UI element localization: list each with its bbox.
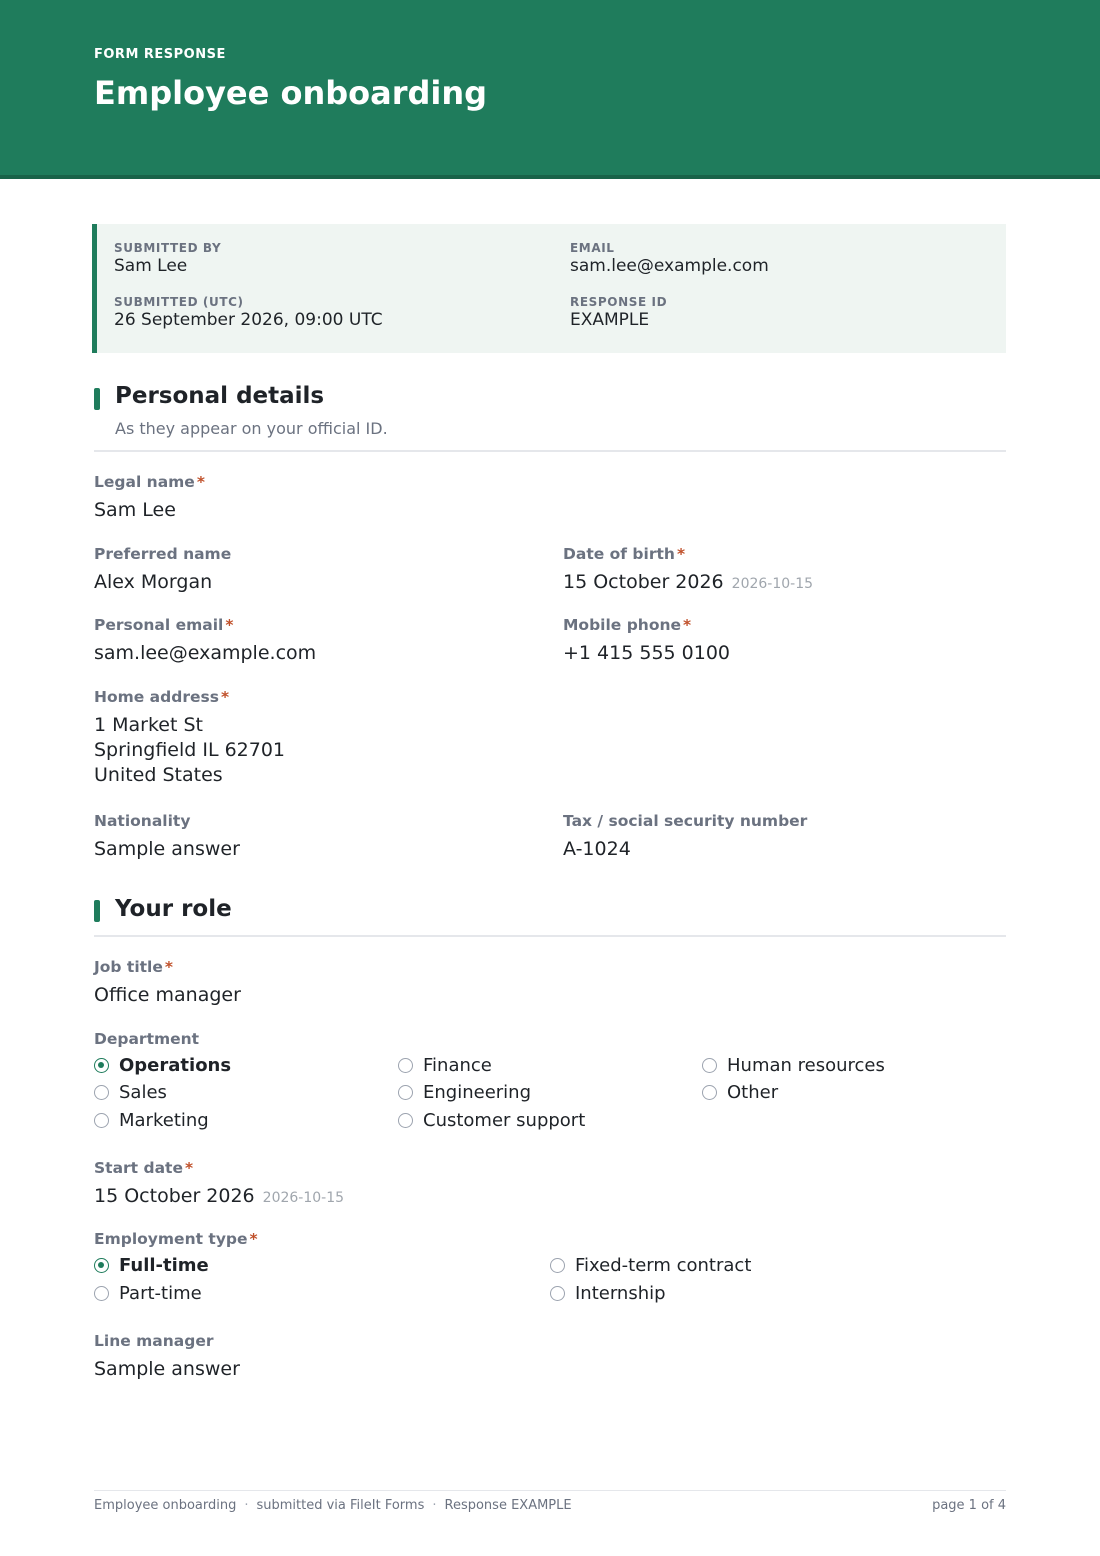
footer-form-name: Employee onboarding xyxy=(94,1498,237,1513)
radio-empty-icon xyxy=(550,1286,565,1301)
meta-value: sam.lee@example.com xyxy=(570,256,769,276)
employment-option-part-time: Part-time xyxy=(94,1283,202,1305)
field-label: Mobile phone * xyxy=(563,616,692,634)
meta-label: RESPONSE ID xyxy=(570,295,668,309)
field-label: Nationality xyxy=(94,812,191,830)
radio-empty-icon xyxy=(550,1258,565,1273)
field-value: 15 October 2026 2026-10-15 xyxy=(563,571,814,593)
iso-date: 2026-10-15 xyxy=(262,1190,345,1206)
department-option-finance: Finance xyxy=(398,1055,492,1077)
radio-empty-icon xyxy=(702,1085,717,1100)
field-preferred-name xyxy=(94,544,231,595)
field-label: Date of birth * xyxy=(563,545,686,563)
required-marker: * xyxy=(249,1230,258,1248)
footer-response: Response EXAMPLE xyxy=(444,1498,572,1513)
field-value: Sam Lee xyxy=(94,499,176,521)
meta-label: SUBMITTED BY xyxy=(114,241,222,255)
meta-value: 26 September 2026, 09:00 UTC xyxy=(114,310,383,330)
department-option-human-resources: Human resources xyxy=(702,1055,885,1077)
field-mobile-phone xyxy=(563,615,730,666)
address-line: Springfield IL 62701 xyxy=(94,739,286,761)
field-value: Sample answer xyxy=(94,1358,240,1380)
footer-divider xyxy=(94,1490,1006,1491)
section-title-role: Your role xyxy=(115,896,232,922)
page-title: Employee onboarding xyxy=(94,74,488,112)
required-marker: * xyxy=(220,688,230,706)
address-line: 1 Market St xyxy=(94,714,203,736)
meta-submitted-by xyxy=(114,241,221,276)
field-job-title xyxy=(94,957,241,1008)
required-marker: * xyxy=(683,616,692,634)
field-label: Job title * xyxy=(94,958,173,976)
meta-label: EMAIL xyxy=(570,241,615,255)
field-label: Home address * xyxy=(94,688,230,706)
field-label: Personal email * xyxy=(94,616,234,634)
radio-empty-icon xyxy=(94,1286,109,1301)
field-label: Start date * xyxy=(94,1159,194,1177)
required-marker: * xyxy=(676,545,686,563)
submission-meta xyxy=(92,224,1006,353)
field-value: Office manager xyxy=(94,984,241,1006)
field-label: Line manager xyxy=(94,1332,214,1350)
employment-option-full-time: Full-time xyxy=(94,1255,209,1277)
field-label: Preferred name xyxy=(94,545,232,563)
field-tax-number xyxy=(563,811,807,862)
address-line: United States xyxy=(94,764,223,786)
radio-selected-icon xyxy=(94,1258,109,1273)
radio-selected-icon xyxy=(94,1058,109,1073)
field-value: A-1024 xyxy=(563,838,631,860)
field-start-date xyxy=(94,1158,344,1211)
field-line-manager xyxy=(94,1331,240,1382)
required-marker: * xyxy=(196,473,205,491)
field-value: Sample answer xyxy=(94,838,240,860)
section-divider xyxy=(94,935,1006,937)
section-divider xyxy=(94,450,1006,452)
separator-dot: · xyxy=(432,1498,437,1513)
footer-via: submitted via FileIt Forms xyxy=(256,1498,425,1513)
meta-response-id xyxy=(570,295,667,330)
field-value: Alex Morgan xyxy=(94,571,213,593)
field-value: +1 415 555 0100 xyxy=(563,642,731,664)
meta-value: EXAMPLE xyxy=(570,310,650,330)
field-value: 15 October 2026 2026-10-15 xyxy=(94,1185,345,1207)
header-banner xyxy=(0,0,1100,179)
field-nationality xyxy=(94,811,240,862)
department-option-engineering: Engineering xyxy=(398,1082,531,1104)
department-option-other: Other xyxy=(702,1082,778,1104)
meta-email xyxy=(570,241,769,276)
department-option-marketing: Marketing xyxy=(94,1110,209,1132)
field-legal-name xyxy=(94,472,205,523)
page-number: page 1 of 4 xyxy=(932,1498,1006,1513)
employment-option-fixed-term: Fixed-term contract xyxy=(550,1255,751,1277)
field-label: Department xyxy=(94,1030,200,1048)
section-title-personal: Personal details xyxy=(115,383,325,409)
field-label: Tax / social security number xyxy=(563,812,808,830)
meta-label: SUBMITTED (UTC) xyxy=(114,295,244,309)
field-value: sam.lee@example.com xyxy=(94,642,317,664)
required-marker: * xyxy=(184,1159,194,1177)
section-subtitle-personal: As they appear on your official ID. xyxy=(115,419,388,438)
radio-empty-icon xyxy=(94,1085,109,1100)
field-value xyxy=(94,713,285,788)
field-department xyxy=(94,1029,199,1049)
meta-submitted-utc xyxy=(114,295,383,330)
required-marker: * xyxy=(225,616,234,634)
footer-info xyxy=(94,1498,572,1513)
department-option-operations: Operations xyxy=(94,1055,231,1077)
department-option-sales: Sales xyxy=(94,1082,167,1104)
meta-value: Sam Lee xyxy=(114,256,188,276)
header-kicker: FORM RESPONSE xyxy=(94,47,226,62)
separator-dot: · xyxy=(244,1498,249,1513)
field-employment-type xyxy=(94,1229,258,1249)
radio-empty-icon xyxy=(702,1058,717,1073)
iso-date: 2026-10-15 xyxy=(731,576,814,592)
radio-empty-icon xyxy=(94,1113,109,1128)
section-accent-bar xyxy=(94,900,100,922)
field-label: Legal name * xyxy=(94,473,205,491)
field-personal-email xyxy=(94,615,316,666)
radio-empty-icon xyxy=(398,1085,413,1100)
department-option-customer-support: Customer support xyxy=(398,1110,585,1132)
field-home-address xyxy=(94,687,285,788)
employment-option-internship: Internship xyxy=(550,1283,666,1305)
section-accent-bar xyxy=(94,388,100,410)
radio-empty-icon xyxy=(398,1058,413,1073)
field-label: Employment type * xyxy=(94,1230,258,1248)
required-marker: * xyxy=(164,958,173,976)
radio-empty-icon xyxy=(398,1113,413,1128)
field-date-of-birth xyxy=(563,544,813,597)
